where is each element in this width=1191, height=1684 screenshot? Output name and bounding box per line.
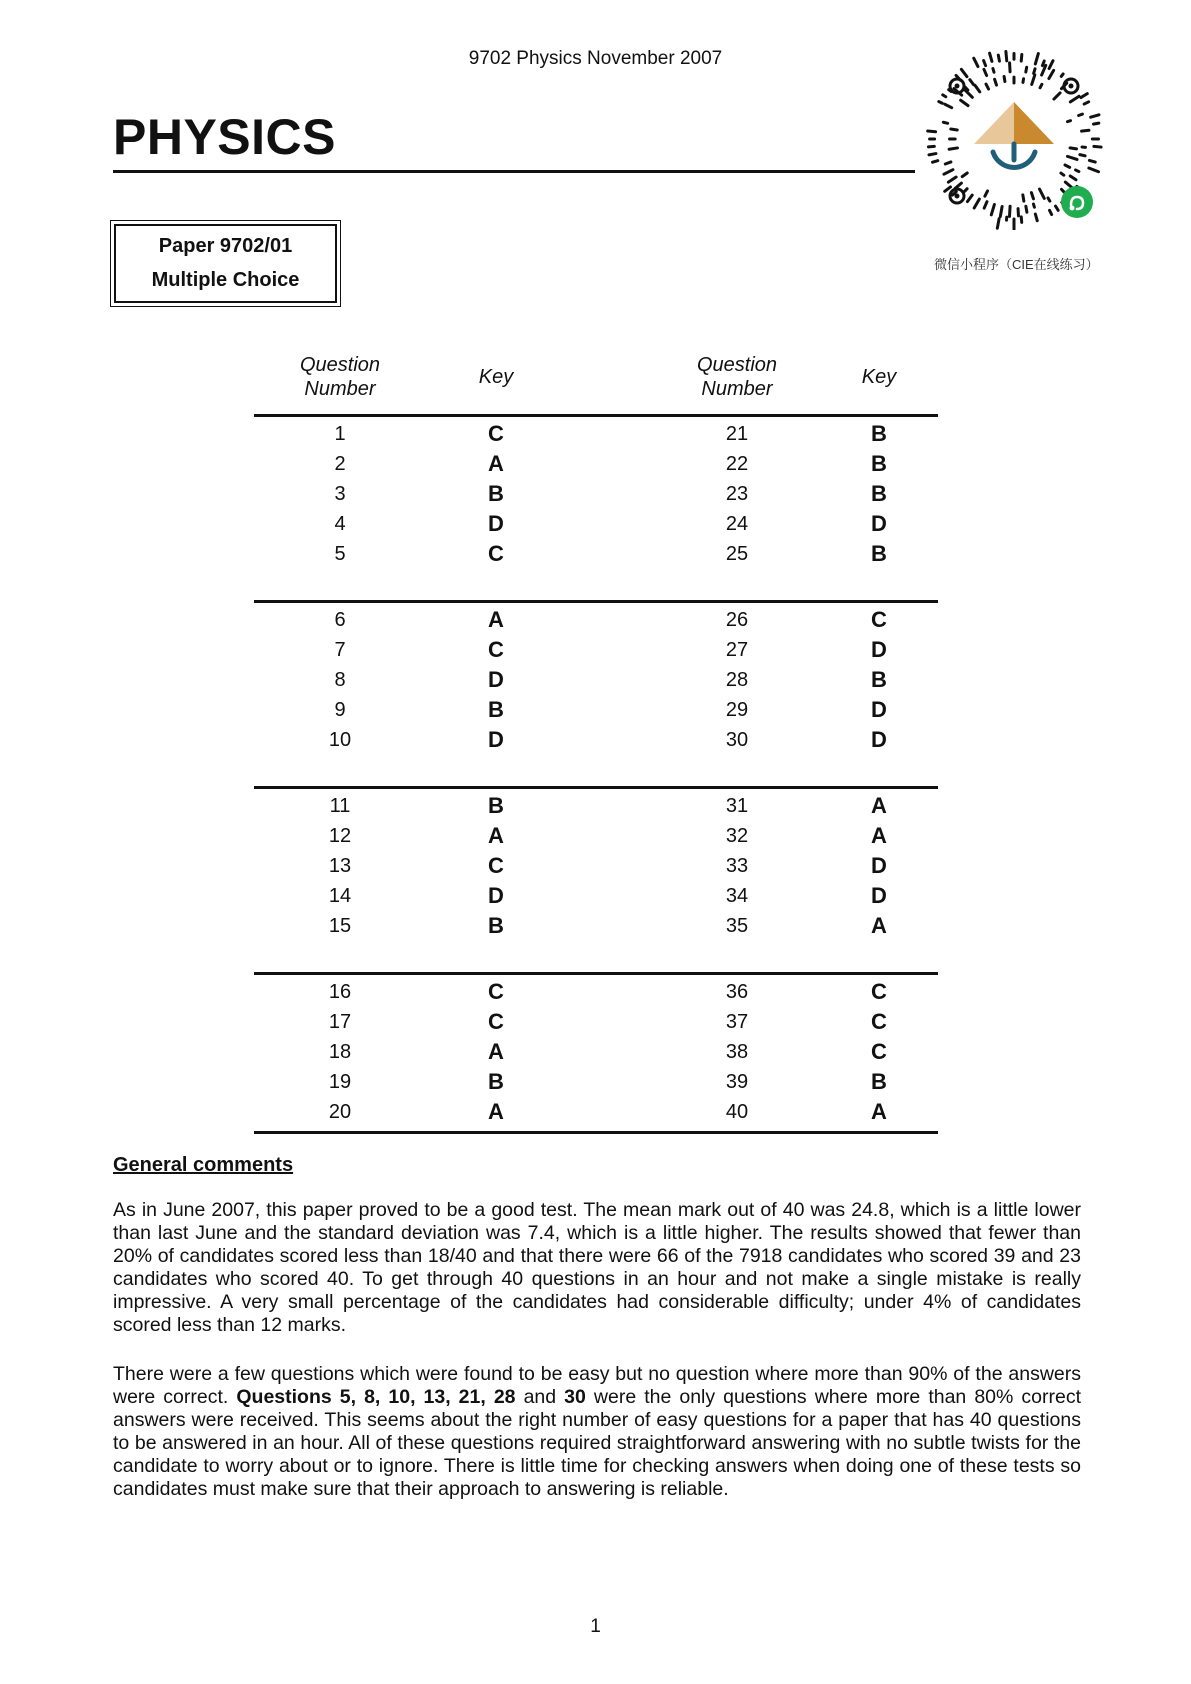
header-question-label: Question xyxy=(299,354,381,376)
question-number: 29 xyxy=(725,699,749,721)
answer-key: B xyxy=(488,793,504,818)
header-number-label: Number xyxy=(304,378,376,400)
answer-key: C xyxy=(871,607,887,632)
table-row xyxy=(254,1037,938,1067)
table-header xyxy=(254,353,938,414)
question-number: 2 xyxy=(334,453,346,475)
table-row xyxy=(254,479,938,509)
question-number: 28 xyxy=(725,669,749,691)
table-row xyxy=(254,419,938,449)
answer-key: B xyxy=(488,1069,504,1094)
header-number-label: Number xyxy=(701,378,773,400)
table-row xyxy=(254,881,938,911)
block-spacer xyxy=(254,573,938,600)
question-number: 30 xyxy=(725,729,749,751)
answer-key: D xyxy=(488,727,504,752)
question-number: 24 xyxy=(725,513,749,535)
page-number: 1 xyxy=(590,1616,601,1637)
question-number: 8 xyxy=(334,669,346,691)
answer-key-table xyxy=(254,353,938,1134)
answer-key: D xyxy=(871,511,887,536)
answer-key: C xyxy=(488,637,504,662)
question-number: 12 xyxy=(328,825,352,847)
header-question-number-right xyxy=(646,353,828,401)
question-number: 14 xyxy=(328,885,352,907)
answer-key: A xyxy=(488,1099,504,1124)
question-number: 34 xyxy=(725,885,749,907)
question-number: 19 xyxy=(328,1071,352,1093)
question-number: 21 xyxy=(725,423,749,445)
answer-key: C xyxy=(488,541,504,566)
paragraph-text: and xyxy=(515,1386,565,1408)
answer-key: B xyxy=(488,481,504,506)
answer-key: C xyxy=(488,421,504,446)
answer-key: C xyxy=(488,1009,504,1034)
table-row xyxy=(254,1097,938,1127)
bold-question-number: 30 xyxy=(564,1386,586,1408)
answer-key: A xyxy=(871,1099,887,1124)
table-row xyxy=(254,665,938,695)
answer-key: C xyxy=(488,979,504,1004)
question-number: 9 xyxy=(334,699,346,721)
answer-key: B xyxy=(871,481,887,506)
table-row xyxy=(254,695,938,725)
question-number: 35 xyxy=(725,915,749,937)
header-question-number-left xyxy=(254,353,426,401)
answer-key: A xyxy=(488,823,504,848)
question-number: 23 xyxy=(725,483,749,505)
answer-key: B xyxy=(871,667,887,692)
paper-info-box xyxy=(110,220,341,307)
table-block xyxy=(254,603,938,759)
answer-key: D xyxy=(488,883,504,908)
answer-key: A xyxy=(871,913,887,938)
block-spacer xyxy=(254,759,938,786)
question-number: 10 xyxy=(328,729,352,751)
answer-key: B xyxy=(488,913,504,938)
comment-paragraph-1: As in June 2007, this paper proved to be a good test. The mean mark out of 40 was 24.8, which is a little lower than last June and the standard deviation was 7.4, which is a little higher. The results showed that fewer than 20% of candidates scored less than 18/40 and that there were 66 of the 7918 candidates who scored 39 and 23 candidates who scored 40. To get through 40 questions in an hour and not make a single mistake is really impressive. A very small percentage of the candidates had considerable difficulty; under 4% of candidates scored less than 12 marks. xyxy=(113,1199,1081,1336)
answer-key: D xyxy=(488,511,504,536)
answer-key: D xyxy=(871,697,887,722)
question-number: 32 xyxy=(725,825,749,847)
question-number: 18 xyxy=(328,1041,352,1063)
table-block xyxy=(254,789,938,945)
answer-key: C xyxy=(871,1039,887,1064)
table-row xyxy=(254,1067,938,1097)
answer-key: B xyxy=(871,451,887,476)
answer-key: A xyxy=(488,607,504,632)
question-number: 31 xyxy=(725,795,749,817)
answer-key: A xyxy=(488,451,504,476)
answer-key: C xyxy=(488,853,504,878)
question-number: 6 xyxy=(334,609,346,631)
header-key-right: Key xyxy=(861,366,897,388)
answer-key: A xyxy=(871,793,887,818)
table-row xyxy=(254,635,938,665)
table-row xyxy=(254,851,938,881)
question-number: 4 xyxy=(334,513,346,535)
question-number: 36 xyxy=(725,981,749,1003)
answer-key: B xyxy=(488,697,504,722)
bold-question-list: Questions 5, 8, 10, 13, 21, 28 xyxy=(236,1386,516,1408)
answer-key: D xyxy=(871,883,887,908)
question-number: 15 xyxy=(328,915,352,937)
answer-key: D xyxy=(871,637,887,662)
table-block xyxy=(254,975,938,1131)
question-number: 22 xyxy=(725,453,749,475)
question-number: 7 xyxy=(334,639,346,661)
answer-key: D xyxy=(871,853,887,878)
answer-key: A xyxy=(871,823,887,848)
answer-key: D xyxy=(871,727,887,752)
question-number: 27 xyxy=(725,639,749,661)
answer-key: C xyxy=(871,979,887,1004)
table-row xyxy=(254,449,938,479)
header-key-left: Key xyxy=(478,366,514,388)
question-number: 25 xyxy=(725,543,749,565)
question-number: 40 xyxy=(725,1101,749,1123)
answer-key: B xyxy=(871,1069,887,1094)
general-comments-heading: General comments xyxy=(113,1154,294,1176)
header-question-label: Question xyxy=(696,354,778,376)
block-spacer xyxy=(254,945,938,972)
comment-paragraph-2 xyxy=(113,1363,1081,1501)
answer-key: B xyxy=(871,541,887,566)
subject-title: PHYSICS xyxy=(113,109,337,165)
table-body xyxy=(254,414,938,1134)
paragraph-text: were the only questions where more than 80% correct answers were received. This seems about the right number of easy questions for a paper that has 40 questions to be answered in an hour. All of these questions required straightforward answering with no subtle twists for the candidate to worry about or to ignore. There is little time for checking answers when doing one of these tests so candidates must make sure that their approach to answering is reliable. xyxy=(113,1386,1081,1500)
paper-code: Paper 9702/01 xyxy=(158,235,293,257)
title-rule xyxy=(113,170,915,173)
paper-type: Multiple Choice xyxy=(151,269,300,291)
answer-key: A xyxy=(488,1039,504,1064)
table-row xyxy=(254,509,938,539)
table-rule xyxy=(254,1131,938,1134)
answer-key: B xyxy=(871,421,887,446)
table-row xyxy=(254,911,938,941)
table-row xyxy=(254,539,938,569)
answer-key: C xyxy=(871,1009,887,1034)
table-row xyxy=(254,791,938,821)
question-number: 37 xyxy=(725,1011,749,1033)
question-number: 5 xyxy=(334,543,346,565)
question-number: 16 xyxy=(328,981,352,1003)
qr-caption: 微信小程序（CIE在线练习） xyxy=(934,257,1099,272)
question-number: 1 xyxy=(334,423,346,445)
table-row xyxy=(254,977,938,1007)
paragraph-text: There were a few questions which were found to be easy but no question where more than 90% of the answers were correct. xyxy=(113,1363,1081,1408)
question-number: 13 xyxy=(328,855,352,877)
question-number: 39 xyxy=(725,1071,749,1093)
question-number: 26 xyxy=(725,609,749,631)
question-number: 33 xyxy=(725,855,749,877)
running-header: 9702 Physics November 2007 xyxy=(468,48,723,69)
table-row xyxy=(254,821,938,851)
answer-key: D xyxy=(488,667,504,692)
table-row xyxy=(254,605,938,635)
table-block xyxy=(254,417,938,573)
mini-program-qr-icon[interactable] xyxy=(923,48,1105,230)
table-row xyxy=(254,1007,938,1037)
question-number: 38 xyxy=(725,1041,749,1063)
question-number: 17 xyxy=(328,1011,352,1033)
question-number: 11 xyxy=(329,795,351,817)
table-row xyxy=(254,725,938,755)
question-number: 20 xyxy=(328,1101,352,1123)
question-number: 3 xyxy=(334,483,346,505)
